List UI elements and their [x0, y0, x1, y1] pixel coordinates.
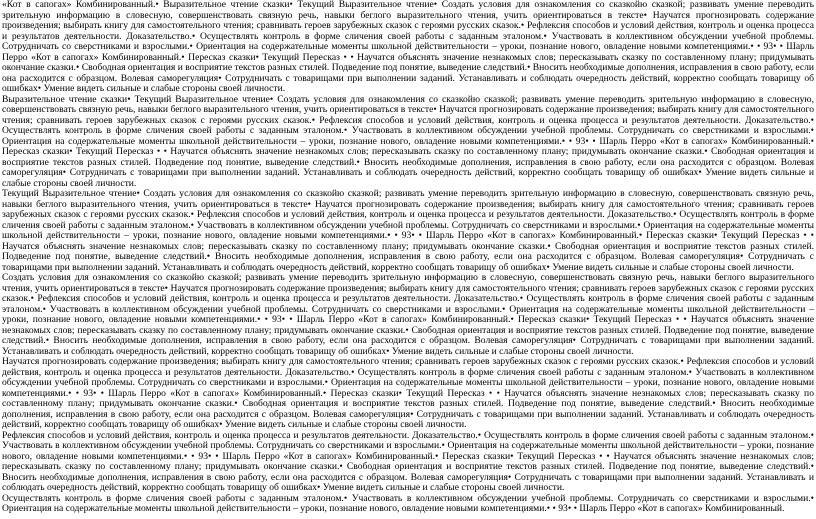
document-paragraph-2: Выразительное чтение сказки• Текущий Выразительное чтение• Создать условия для ознакомления со сказкойю сказкой; развивать умение переводить зрительную информацию в словесную, совершенствовать связную речь, навыки беглого выразительного чтения, учить ориентироваться в тексте• Научатся прогнозировать содержание произведения; выбирать книгу для самостоятельного чтения; сравнивать героев зарубежных сказок с героями русских сказок.• Рефлексия способов и условий действия, контроль и оценка процесса и результатов деятельности. Доказательство.• Осуществлять контроль в форме сличения своей работы с заданным эталоном.• Участвовать в коллективном обсуждении учебной проблемы. Сотрудничать со сверстниками и взрослыми.• Ориентация на содержательные моменты школьной действительности – уроки, познание нового, овладение новыми компетенциями.• • 93• • Шарль Перро «Кот в сапогах» Комбинированный.• Пересказ сказки• Текущий Пересказ • • Научатся объяснять значение незнакомых слов; пересказывать сказку по составленному плану; придумывать окончание сказки.• Свободная ориентация и восприятие текстов разных стилей. Подведение под понятие, выведение следствий.• Вносить необходимые дополнения, исправления в свою работу, если она расходится с образцом. Волевая саморегуляция• Сотрудничать с товарищами при выполнении заданий. Устанавливать и соблюдать очередность действий, корректно сообщать товарищу об ошибках• Умение видеть сильные и слабые стороны своей личности. — [2, 93, 814, 189]
document-paragraph-4: Создать условия для ознакомления со сказкойю сказкой; развивать умение переводить зрительную информацию в словесную, совершенствовать связную речь, навыки беглого выразительного чтения, учить ориентироваться в тексте• Научатся прогнозировать содержание произведения; выбирать книгу для самостоятельного чтения; сравнивать героев зарубежных сказок с героями русских сказок.• Рефлексия способов и условий действия, контроль и оценка процесса и результатов деятельности. Доказательство.• Осуществлять контроль в форме сличения своей работы с заданным эталоном.• Участвовать в коллективном обсуждении учебной проблемы. Сотрудничать со сверстниками и взрослыми.• Ориентация на содержательные моменты школьной действительности – уроки, познание нового, овладение новыми компетенциями.• • 93• • Шарль Перро «Кот в сапогах» Комбинированный.• Пересказ сказки• Текущий Пересказ • • Научатся объяснять значение незнакомых слов; пересказывать сказку по составленному плану; придумывать окончание сказки.• Свободная ориентация и восприятие текстов разных стилей. Подведение под понятие, выведение следствий.• Вносить необходимые дополнения, исправления в свою работу, если она расходится с образцом. Волевая саморегуляция• Сотрудничать с товарищами при выполнении заданий. Устанавливать и соблюдать очередность действий, корректно сообщать товарищу об ошибках• Умение видеть сильные и слабые стороны своей личности. — [2, 272, 814, 357]
document-paragraph-6: Рефлексия способов и условий действия, контроль и оценка процесса и результатов деятельности. Доказательство.• Осуществлять контроль в форме сличения своей работы с заданным эталоном.• Участвовать в коллективном обсуждении учебной проблемы. Сотрудничать со сверстниками и взрослыми.• Ориентация на содержательные моменты школьной действительности – уроки, познание нового, овладение новыми компетенциями.• • 93• • Шарль Перро «Кот в сапогах» Комбинированный.• Пересказ сказки• Текущий Пересказ • • Научатся объяснять значение незнакомых слов; пересказывать сказку по составленному плану; придумывать окончание сказки.• Свободная ориентация и восприятие текстов разных стилей. Подведение под понятие, выведение следствий.• Вносить необходимые дополнения, исправления в свою работу, если она расходится с образцом. Волевая саморегуляция• Сотрудничать с товарищами при выполнении заданий. Устанавливать и соблюдать очередность действий, корректно сообщать товарищу об ошибках• Умение видеть сильные и слабые стороны своей личности. — [2, 429, 814, 493]
document-paragraph-5: Научатся прогнозировать содержание произведения; выбирать книгу для самостоятельного чтения; сравнивать героев зарубежных сказок с героями русских сказок.• Рефлексия способов и условий действия, контроль и оценка процесса и результатов деятельности. Доказательство.• Осуществлять контроль в форме сличения своей работы с заданным эталоном.• Участвовать в коллективном обсуждении учебной проблемы. Сотрудничать со сверстниками и взрослыми.• Ориентация на содержательные моменты школьной действительности – уроки, познание нового, овладение новыми компетенциями.• • 93• • Шарль Перро «Кот в сапогах» Комбинированный.• Пересказ сказки• Текущий Пересказ • • Научатся объяснять значение незнакомых слов; пересказывать сказку по составленному плану; придумывать окончание сказки.• Свободная ориентация и восприятие текстов разных стилей. Подведение под понятие, выведение следствий.• Вносить необходимые дополнения, исправления в свою работу, если она расходится с образцом. Волевая саморегуляция• Сотрудничать с товарищами при выполнении заданий. Устанавливать и соблюдать очередность действий, корректно сообщать товарищу об ошибках• Умение видеть сильные и слабые стороны своей личности. — [2, 356, 814, 430]
document-paragraph-3: Текущий Выразительное чтение• Создать условия для ознакомления со сказкойю сказкой; развивать умение переводить зрительную информацию в словесную, совершенствовать связную речь, навыки беглого выразительного чтения, учить ориентироваться в тексте• Научатся прогнозировать содержание произведения; выбирать книгу для самостоятельного чтения; сравнивать героев зарубежных сказок с героями русских сказок.• Рефлексия способов и условий действия, контроль и оценка процесса и результатов деятельности. Доказательство.• Осуществлять контроль в форме сличения своей работы с заданным эталоном.• Участвовать в коллективном обсуждении учебной проблемы. Сотрудничать со сверстниками и взрослыми.• Ориентация на содержательные моменты школьной действительности – уроки, познание нового, овладение новыми компетенциями.• • 93• • Шарль Перро «Кот в сапогах» Комбинированный.• Пересказ сказки• Текущий Пересказ • • Научатся объяснять значение незнакомых слов; пересказывать сказку по составленному плану; придумывать окончание сказки.• Свободная ориентация и восприятие текстов разных стилей. Подведение под понятие, выведение следствий.• Вносить необходимые дополнения, исправления в свою работу, если она расходится с образцом. Волевая саморегуляция• Сотрудничать с товарищами при выполнении заданий. Устанавливать и соблюдать очередность действий, корректно сообщать товарищу об ошибках• Умение видеть сильные и слабые стороны своей личности. — [2, 188, 814, 273]
document-paragraph-1: «Кот в сапогах» Комбинированный.• Выразительное чтение сказки• Текущий Выразительное чтение• Создать условия для ознакомления со сказкойю сказкой; развивать умение переводить зрительную информацию в словесную, совершенствовать связную речь, навыки беглого выразительного чтения, учить ориентироваться в тексте• Научатся прогнозировать содержание произведения; выбирать книгу для самостоятельного чтения; сравнивать героев зарубежных сказок с героями русских сказок.• Рефлексия способов и условий действия, контроль и оценка процесса и результатов деятельности. Доказательство.• Осуществлять контроль в форме сличения своей работы с заданным эталоном.• Участвовать в коллективном обсуждении учебной проблемы. Сотрудничать со сверстниками и взрослыми.• Ориентация на содержательные моменты школьной действительности – уроки, познание нового, овладение новыми компетенциями.• • 93• • Шарль Перро «Кот в сапогах» Комбинированный.• Пересказ сказки• Текущий Пересказ • • Научатся объяснять значение незнакомых слов; пересказывать сказку по составленному плану; придумывать окончание сказки.• Свободная ориентация и восприятие текстов разных стилей. Подведение под понятие, выведение следствий.• Вносить необходимые дополнения, исправления в свою работу, если она расходится с образцом. Волевая саморегуляция• Сотрудничать с товарищами при выполнении заданий. Устанавливать и соблюдать очередность действий, корректно сообщать товарищу об ошибках• Умение видеть сильные и слабые стороны своей личности. — [2, 0, 814, 94]
document-paragraph-7: Осуществлять контроль в форме сличения своей работы с заданным эталоном.• Участвовать в коллективном обсуждении учебной проблемы. Сотрудничать со сверстниками и взрослыми.• Ориентация на содержательные моменты школьной действительности – уроки, познание нового, овладение новыми компетенциями.• • 93• • Шарль Перро «Кот в сапогах» Комбинированный. — [2, 492, 814, 514]
